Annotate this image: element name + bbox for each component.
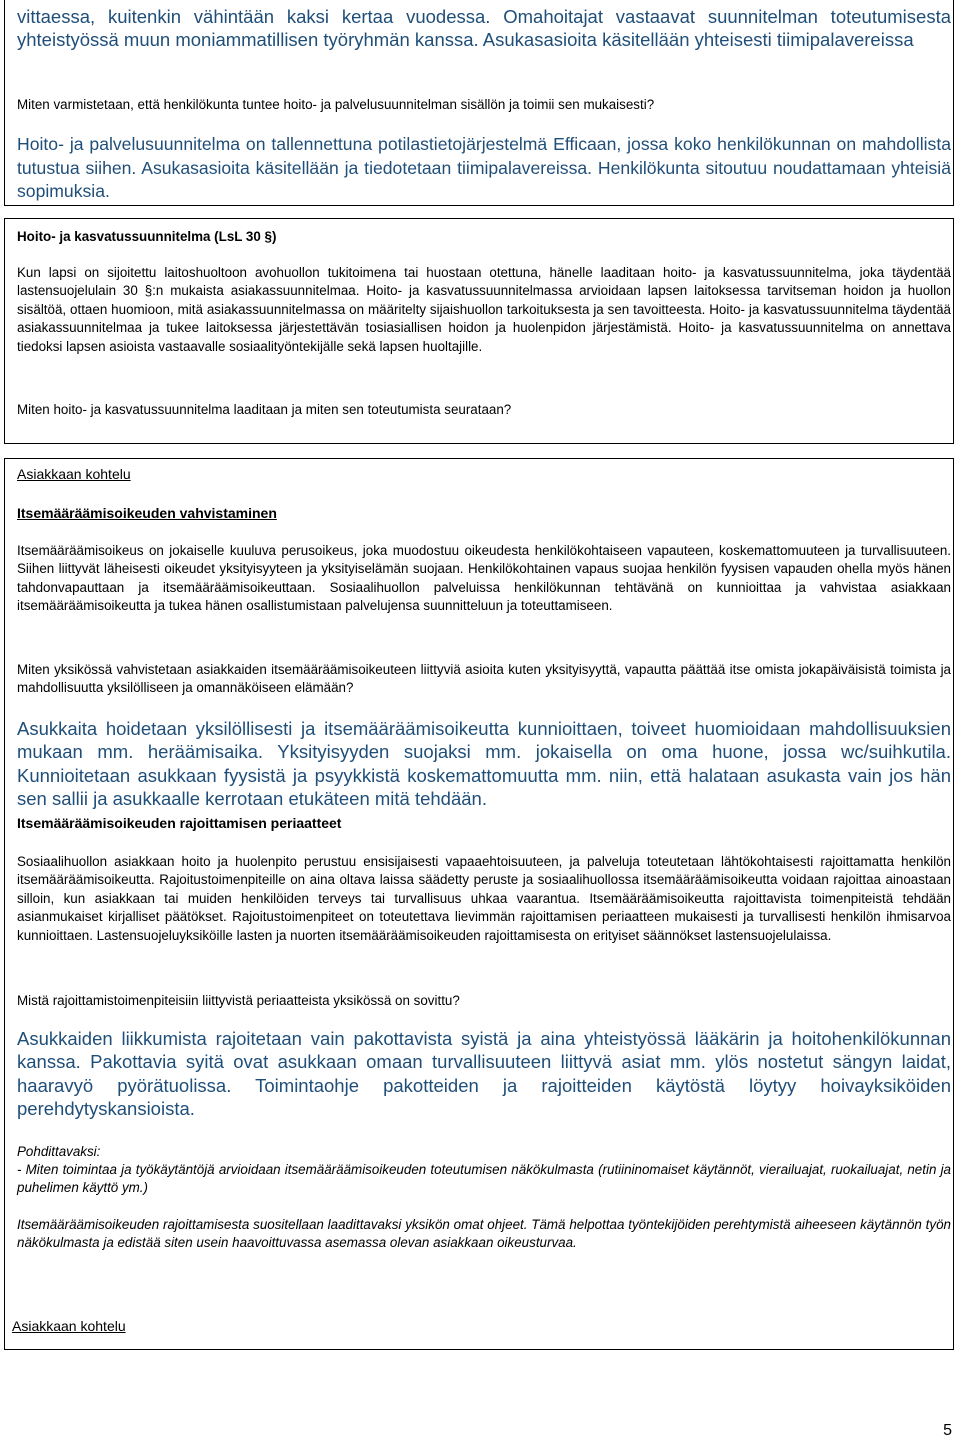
care-plan-question: Miten varmistetaan, että henkilökunta tuntee hoito- ja palvelusuunnitelman sisällön ja toimii sen mukaisesti? — [17, 97, 655, 112]
upbringing-plan-section-box — [4, 218, 954, 444]
self-determination-answer: Asukkaita hoidetaan yksilöllisesti ja itsemääräämisoikeutta kunnioittaen, toiveet huomioidaan mahdollisuuksien mukaan mm. heräämisaika. Yksityisyyden suojaksi mm. jokaisella on oma huone, jossa wc/suihkutila. Kunnioitetaan asukkaan fyysistä ja psyykkistä koskemattomuutta mm. niin, että halataan asukasta vain jos hän sen sallii ja asukkaalle kerrotaan etukäteen mitä tehdään. — [17, 718, 951, 810]
self-determination-subheading: Itsemääräämisoikeuden vahvistaminen — [17, 505, 277, 521]
restriction-principles-answer: Asukkaiden liikkumista rajoitetaan vain pakottavista syistä ja aina yhteistyössä lääkärin ja hoitohenkilökunnan kanssa. Pakottavia syitä ovat asukkaan omaan turvallisuuteen liittyvä asiat mm. ylös nostetut sängyn laidat, haaravyö pyörätuolissa. Toimintaohje pakotteiden ja rajoitteiden käytöstä löytyy hoivayksiköiden perehdytyskansioista. — [17, 1028, 951, 1120]
client-treatment-section-box — [4, 458, 954, 1350]
next-section-heading: Asiakkaan kohtelu — [12, 1318, 126, 1334]
upbringing-plan-heading: Hoito- ja kasvatussuunnitelma (LsL 30 §) — [17, 229, 277, 244]
page-number: 5 — [943, 1422, 952, 1439]
restriction-principles-question: Mistä rajoittamistoimenpiteisiin liittyvistä periaatteista yksikössä on sovittu? — [17, 993, 460, 1008]
restriction-principles-body: Sosiaalihuollon asiakkaan hoito ja huolenpito perustuu ensisijaisesti vapaaehtoisuuteen, ja palveluja toteutetaan lähtökohtaisesti rajoittamatta henkilön itsemääräämisoikeutta. Rajoitustoimenpiteille on aina oltava laissa säädetty peruste ja sosiaalihuollossa itsemääräämisoikeutta voidaan rajoittaa ainoastaan silloin, kun asiakkaan tai muiden henkilöiden terveys tai turvallisuus uhkaa vaarantua. Itsemääräämisoikeutta rajoittavista toimenpiteistä tehdään asianmukaiset kirjalliset päätökset. Rajoitustoimenpiteet on toteutettava lievimmän rajoittamisen periaatteen mukaisesti ja turvallisesti henkilön ihmisarvoa kunnioittaen. Lastensuojeluyksiköille lasten ja nuorten itsemääräämisoikeuden rajoittamisesta on erityiset säännökset lastensuojelulaissa. — [17, 854, 951, 943]
reflection-label: Pohdittavaksi: — [17, 1144, 101, 1159]
restriction-principles-subheading: Itsemääräämisoikeuden rajoittamisen periaatteet — [17, 815, 342, 831]
recommendation-text: Itsemääräämisoikeuden rajoittamisesta suositellaan laadittavaksi yksikön omat ohjeet. Tämä helpottaa työntekijöiden perehtymistä aiheeseen käytännön työn näkökulmasta ja edistää siten usein haavoittuvassa asemassa olevan asiakkaan oikeusturvaa. — [17, 1217, 951, 1251]
upbringing-plan-body: Kun lapsi on sijoitettu laitoshuoltoon avohuollon tukitoimena tai huostaan otettuna, hänelle laaditaan hoito- ja kasvatussuunnitelma, joka täydentää lastensuojelulain 30 §:n mukaista asiakassuunnitelmaa. Hoito- ja kasvatussuunnitelmassa arvioidaan lapsen laitoksessa tarvitseman hoidon ja huollon sisältöä, ottaen huomioon, mitä asiakassuunnitelmassa on määritelty sijaishuollon tarkoituksesta ja sen tavoitteesta. Hoito- ja kasvatussuunnitelma täydentää asiakassuunnitelmaa ja tukee laitoksessa järjestettävän tosiasiallisen hoidon ja huolenpidon järjestämistä. Hoito- ja kasvatussuunnitelma on annettava tiedoksi lapsen asioista vastaavalle sosiaalityöntekijälle sekä lapsen huoltajille. — [17, 265, 951, 354]
intro-blue-text: vittaessa, kuitenkin vähintään kaksi kertaa vuodessa. Omahoitajat vastaavat suunnitelman toteutumisesta yhteistyössä muun moniammatillisen työryhmän kanssa. Asukasasioita käsitellään yhteisesti tiimipalavereissa — [17, 6, 951, 51]
upbringing-plan-question: Miten hoito- ja kasvatussuunnitelma laaditaan ja miten sen toteutumista seurataan? — [17, 402, 512, 417]
self-determination-question: Miten yksikössä vahvistetaan asiakkaiden itsemääräämisoikeuteen liittyviä asioita kuten yksityisyyttä, vapautta päättää itse omista jokapäiväisistä toimista ja mahdollisuutta yksilölliseen ja omannäköiseen elämään? — [17, 662, 951, 696]
care-plan-answer: Hoito- ja palvelusuunnitelma on tallennettuna potilastietojärjestelmä Efficaan, jossa koko henkilökunnan on mahdollista tutustua siihen. Asukasasioita käsitellään ja tiedotetaan tiimipalavereissa. Henkilökunta sitoutuu noudattamaan yhteisiä sopimuksia. — [17, 134, 951, 202]
reflection-item: - Miten toimintaa ja työkäytäntöjä arvioidaan itsemääräämisoikeuden toteutumisen näkökulmasta (rutiininomaiset käytännöt, vierailuajat, ruokailuajat, netin ja puhelimen käyttö ym.) — [17, 1162, 951, 1196]
care-plan-section-box — [4, 0, 954, 206]
self-determination-body: Itsemääräämisoikeus on jokaiselle kuuluva perusoikeus, joka muodostuu oikeudesta henkilökohtaiseen vapauteen, koskemattomuuteen ja turvallisuuteen. Siihen liittyvät läheisesti oikeudet yksityisyyteen ja yksityiselämän suojaan. Henkilökohtainen vapaus suojaa henkilön fyysisen vapauden ohella myös hänen tahdonvapauttaan ja itsemääräämisoikeuttaan. Sosiaalihuollon palveluissa henkilökunnan tehtävänä on kunnioittaa ja vahvistaa asiakkaan itsemääräämisoikeutta ja tukea hänen osallistumistaan palvelujensa suunnitteluun ja toteuttamiseen. — [17, 543, 951, 614]
client-treatment-heading: Asiakkaan kohtelu — [17, 466, 131, 482]
